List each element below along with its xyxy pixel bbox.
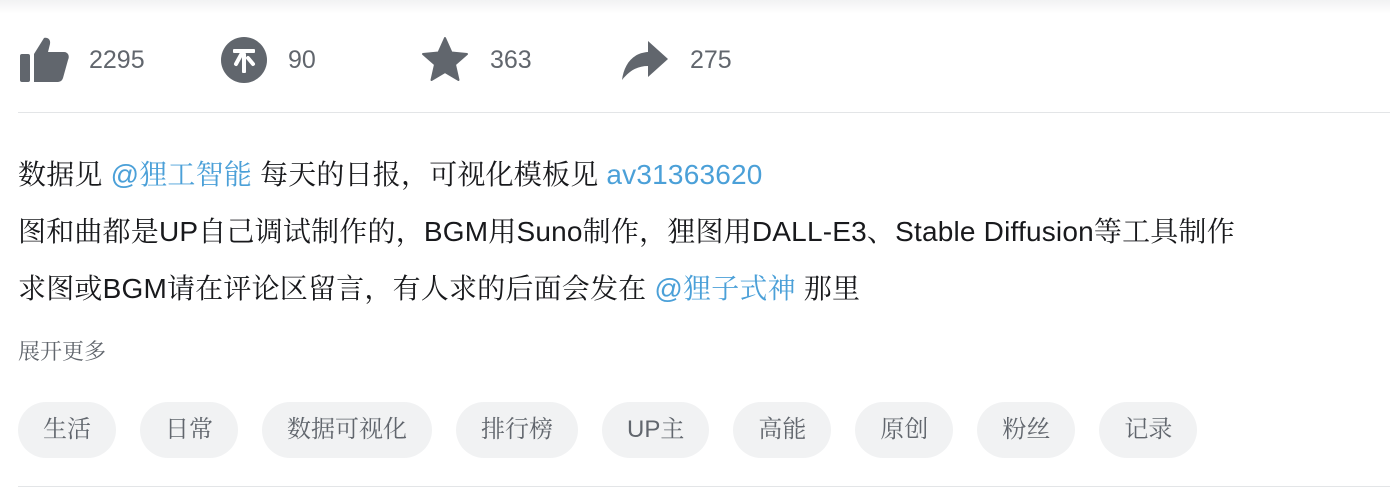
- description-line-2: 图和曲都是UP自己调试制作的，BGM用Suno制作，狸图用DALL-E3、Stable Diffusion等工具制作: [18, 216, 1235, 247]
- tag-item[interactable]: 高能: [733, 402, 831, 458]
- like-button[interactable]: [18, 30, 145, 90]
- thumbs-up-icon: [18, 34, 70, 86]
- like-count: 2295: [89, 46, 145, 74]
- coin-icon: [220, 36, 268, 84]
- description-line-1: [18, 146, 1378, 203]
- tag-item[interactable]: 日常: [140, 402, 238, 458]
- video-description: [18, 146, 1378, 317]
- tag-item[interactable]: 生活: [18, 402, 116, 458]
- tag-item[interactable]: 粉丝: [977, 402, 1075, 458]
- tag-item[interactable]: UP主: [602, 402, 709, 458]
- coin-button[interactable]: [220, 30, 316, 90]
- star-icon: [420, 35, 470, 85]
- share-count: 275: [690, 46, 732, 74]
- tag-item[interactable]: 记录: [1099, 402, 1197, 458]
- description-text: 每天的日报，可视化模板见: [252, 159, 607, 190]
- coin-count: 90: [288, 46, 316, 74]
- av-link[interactable]: av31363620: [606, 159, 763, 190]
- tag-list: [18, 402, 1221, 458]
- description-text: 那里: [795, 273, 861, 304]
- favorite-count: 363: [490, 46, 532, 74]
- tag-item[interactable]: 原创: [855, 402, 953, 458]
- top-shadow: [0, 0, 1390, 14]
- video-toolbar: [18, 30, 1390, 90]
- description-text: 求图或BGM请在评论区留言，有人求的后面会发在: [18, 273, 655, 304]
- description-line-3: [18, 260, 1378, 317]
- toolbar-divider: [18, 112, 1390, 113]
- share-arrow-icon: [620, 35, 670, 85]
- favorite-button[interactable]: [420, 30, 532, 90]
- share-button[interactable]: [620, 30, 732, 90]
- tag-item[interactable]: 数据可视化: [262, 402, 432, 458]
- description-text: 数据见: [18, 159, 111, 190]
- mention-link-ligong[interactable]: @狸工智能: [110, 159, 253, 190]
- mention-link-shishen[interactable]: @狸子式神: [654, 273, 796, 304]
- expand-more-button[interactable]: 展开更多: [18, 339, 107, 364]
- tag-item[interactable]: 排行榜: [456, 402, 578, 458]
